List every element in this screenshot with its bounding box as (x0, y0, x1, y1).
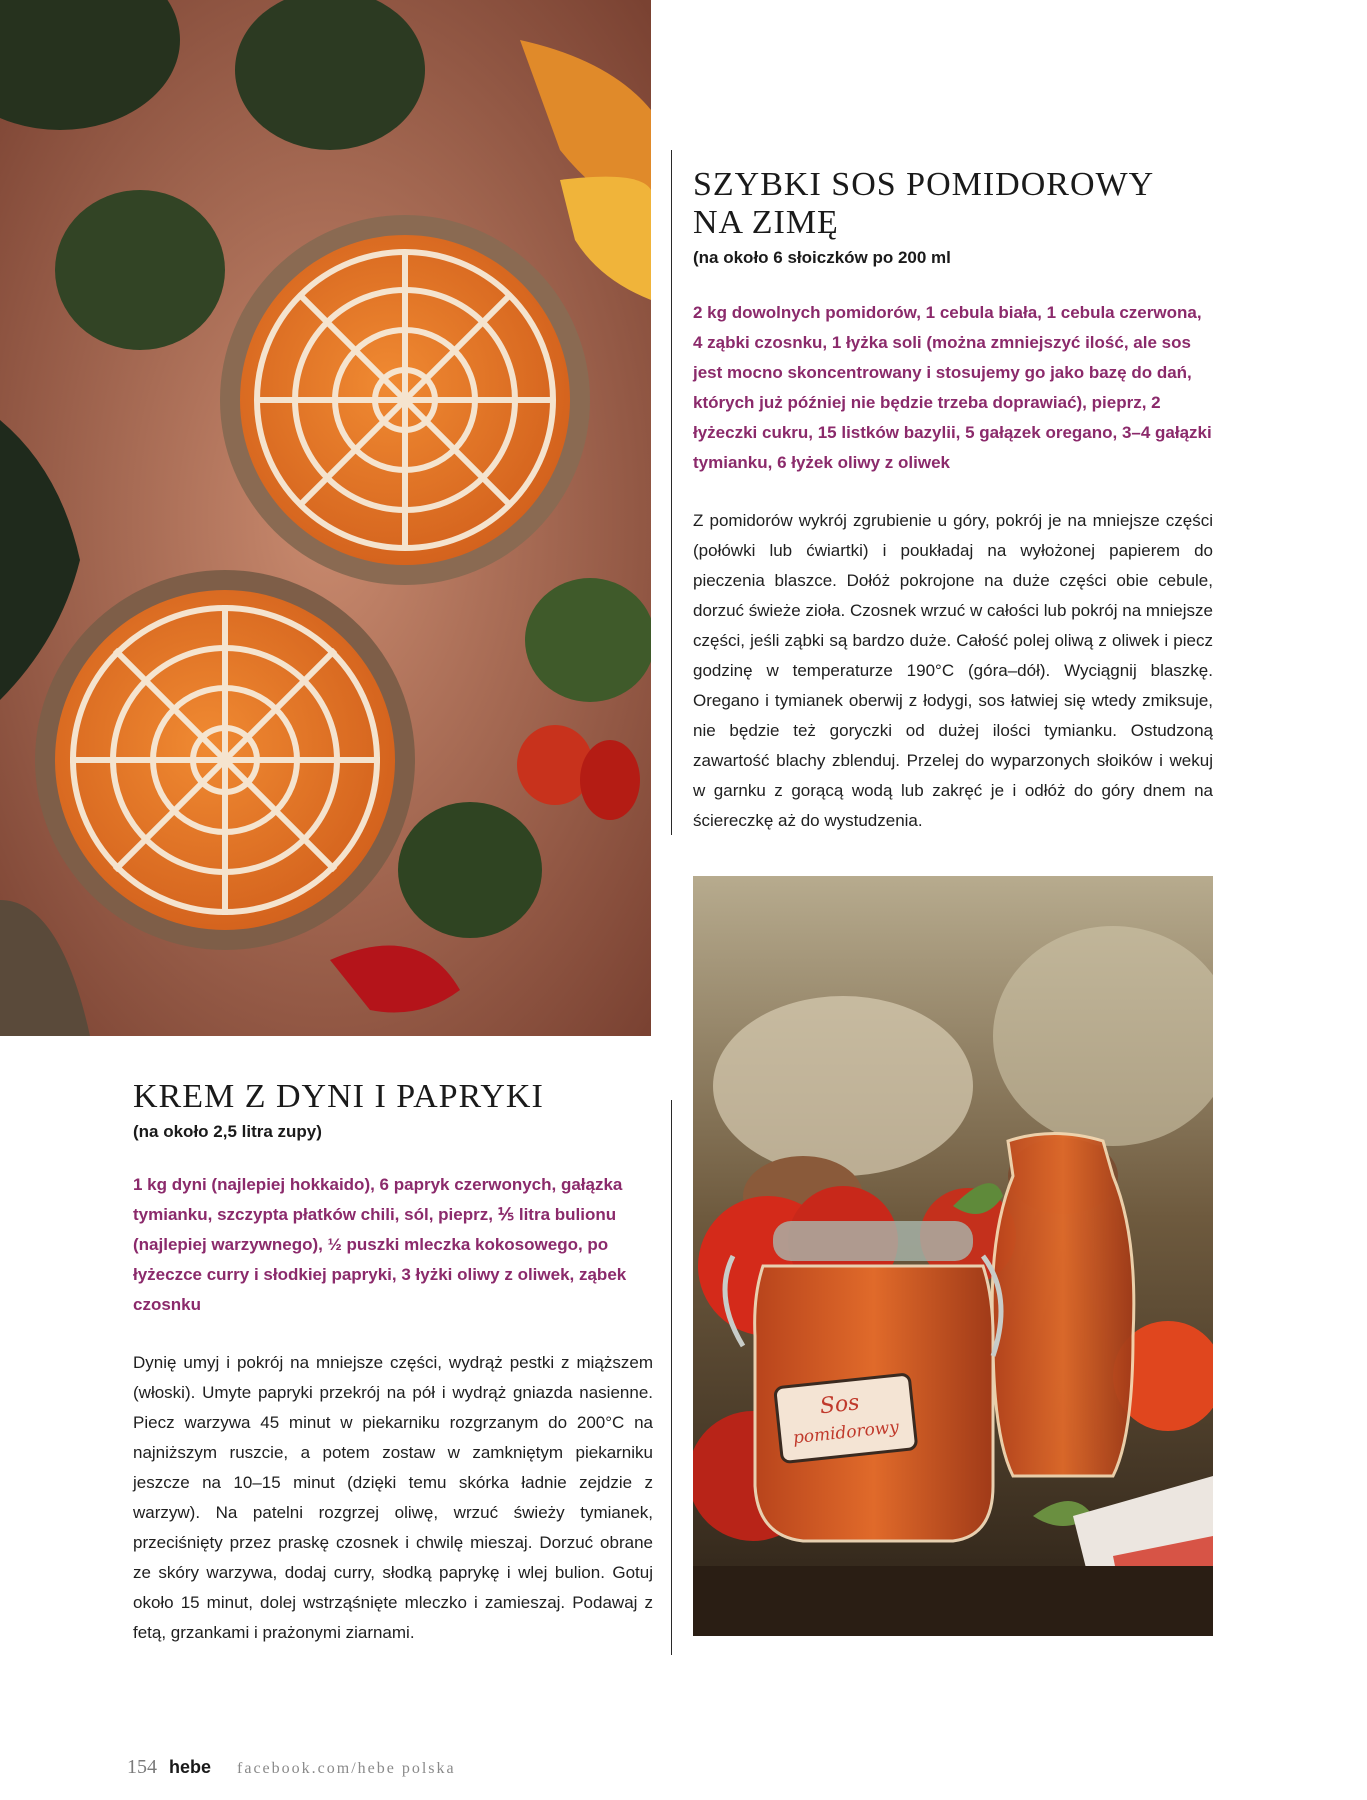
recipe-ingredients: 1 kg dyni (najlepiej hokkaido), 6 papryk czerwonych, gałązka tymianku, szczypta płatków chili, sól, pieprz, ⅕ litra bulionu (najlepiej warzywnego), ½ puszki mleczka kokosowego, po łyżeczce curry i słodkiej papryki, 3 łyżki oliwy z oliwek, ząbek czosnku (133, 1175, 627, 1314)
recipe-title (693, 166, 1213, 242)
sauce-jars-illustration (693, 876, 1213, 1636)
recipe-tomato-sauce (693, 166, 1213, 836)
recipe-method: Z pomidorów wykrój zgrubienie u góry, pokrój je na mniejsze części (połówki lub ćwiartki) i poukładaj na wyłożonej papierem do pieczenia blaszce. Dołóż pokrojone na duże części obie cebule, dorzuć świeże zioła. Czosnek wrzuć w całości lub pokrój na mniejsze części, jeśli ząbki są bardzo duże. Całość polej oliwą z oliwek i piecz godzinę w temperaturze 190°C (góra–dół). Wyciągnij blaszkę. Oregano i tymianek oberwij z łodygi, sos łatwiej się wtedy zmiksuje, nie będzie też goryczki od dużej ilości tymianku. Ostudzoną zawartość blachy zblenduj. Przelej do wyparzonych słoików i wekuj w garnku z gorącą wodą lub zakręć je i odłóż do góry dnem na ściereczkę aż do wystudzenia. (693, 511, 1213, 830)
page-number: 154 (127, 1756, 157, 1778)
brand-logo: hebe (169, 1757, 212, 1777)
column-divider-bottom (671, 1100, 672, 1655)
recipe-yield: (na około 6 słoiczków po 200 ml (693, 248, 951, 267)
jar-label-line1: Sos (818, 1390, 861, 1420)
sauce-jars-photo (693, 876, 1213, 1636)
recipe-ingredients: 2 kg dowolnych pomidorów, 1 cebula biała, 1 cebula czerwona, 4 ząbki czosnku, 1 łyżka soli (można zmniejszyć ilość, ale sos jest mocno skoncentrowany i stosujemy go jako bazę do dań, których już później nie będzie trzeba doprawiać), pieprz, 2 łyżeczki cukru, 15 listków bazylii, 5 gałązek oregano, 3–4 gałązki tymianku, 6 łyżek oliwy z oliwek (693, 303, 1212, 472)
recipe-method: Dynię umyj i pokrój na mniejsze części, wydrąż pestki z miąższem (włoski). Umyte papryki przekrój na pół i wydrąż gniazda nasienne. Piecz warzywa 45 minut w piekarniku rozgrzanym do 200°C na najniższym ruszcie, a potem zostaw w zamkniętym piekarniku jeszcze na 10–15 minut (dzięki temu skórka ładnie zejdzie z warzyw). Na patelni rozgrzej oliwę, wrzuć świeży tymianek, przeciśnięty przez praskę czosnek i chwilę mieszaj. Dorzuć obrane ze skóry warzywa, dodaj curry, słodką paprykę i wlej bulion. Gotuj około 15 minut, dolej wstrząśnięte mleczko i zamieszaj. Podawaj z fetą, grzankami i prażonymi ziarnami. (133, 1353, 653, 1642)
soup-photo-illustration (0, 0, 651, 1036)
page-footer (127, 1756, 456, 1779)
recipe-title-line2: NA ZIMĘ (693, 204, 839, 241)
recipe-yield: (na około 2,5 litra zupy) (133, 1122, 322, 1141)
column-divider-top (671, 150, 672, 835)
facebook-link[interactable]: facebook.com/hebe polska (237, 1760, 456, 1777)
recipe-title-line1: SZYBKI SOS POMIDOROWY (693, 166, 1155, 203)
jar-label-line2: pomidorowy (792, 1417, 900, 1449)
soup-photo (0, 0, 651, 1036)
recipe-pumpkin-soup (133, 1078, 653, 1648)
recipe-title: KREM Z DYNI I PAPRYKI (133, 1078, 544, 1115)
